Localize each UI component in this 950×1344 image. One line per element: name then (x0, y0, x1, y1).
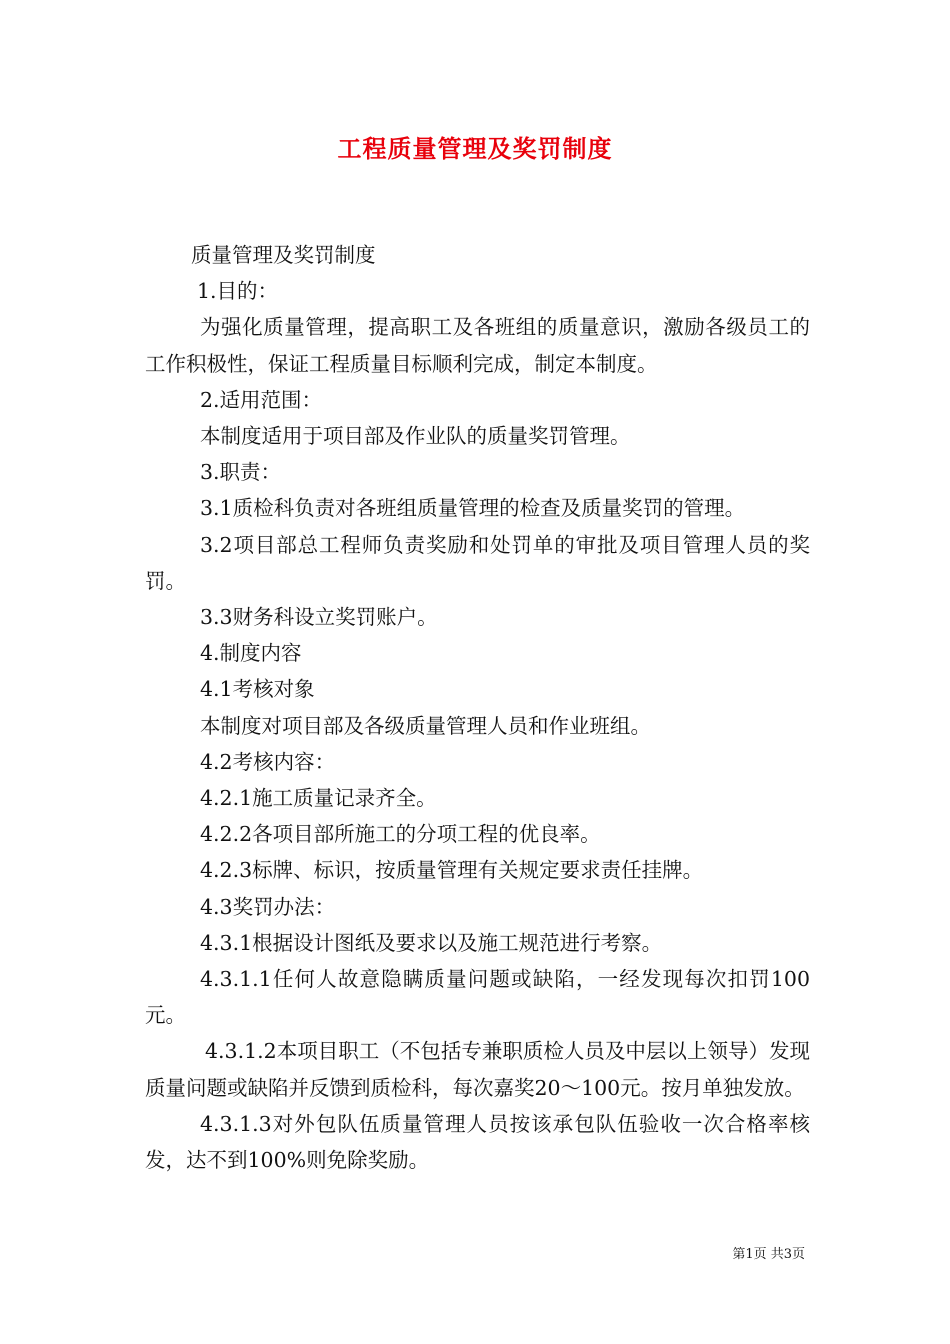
paragraph: 本制度适用于项目部及作业队的质量奖罚管理。 (200, 424, 631, 449)
paragraph: 为强化质量管理，提高职工及各班组的质量意识，激励各级员工的工作积极性，保证工程质量目标顺利完成，制定本制度。 (145, 315, 810, 376)
paragraph: 质量管理及奖罚制度 (191, 243, 376, 267)
paragraph: 本制度对项目部及各级质量管理人员和作业班组。 (200, 713, 651, 738)
paragraph: 3.1质检科负责对各班组质量管理的检查及质量奖罚的管理。 (200, 496, 746, 521)
paragraph: 4.3.1.3对外包队伍质量管理人员按该承包队伍验收一次合格率核发，达不到100%则免除奖励。 (145, 1111, 810, 1173)
paragraph: 4.1考核对象 (200, 677, 315, 702)
paragraph: 4.2.2各项目部所施工的分项工程的优良率。 (200, 822, 601, 847)
paragraph: 3.3财务科设立奖罚账户。 (200, 605, 438, 630)
paragraph: 4.3.1.1任何人故意隐瞒质量问题或缺陷，一经发现每次扣罚100元。 (145, 967, 810, 1028)
paragraph: 4.3奖罚办法： (200, 894, 336, 919)
document-body (145, 237, 810, 1178)
paragraph: 1.目的： (197, 279, 279, 304)
paragraph: 2.适用范围： (200, 387, 323, 412)
paragraph: 3.2项目部总工程师负责奖励和处罚单的审批及项目管理人员的奖罚。 (145, 532, 810, 593)
paragraph: 4.3.1根据设计图纸及要求以及施工规范进行考察。 (200, 930, 663, 955)
paragraph: 4.制度内容 (200, 641, 302, 666)
page-footer: 第1页 共3页 (732, 1247, 805, 1262)
document-title: 工程质量管理及奖罚制度 (337, 134, 613, 163)
paragraph: 4.2.1施工质量记录齐全。 (200, 786, 437, 811)
paragraph: 3.职责： (200, 460, 282, 485)
paragraph: 4.2考核内容： (200, 749, 336, 774)
paragraph: 4.3.1.2本项目职工（不包括专兼职质检人员及中层以上领导）发现质量问题或缺陷并反馈到质检科，每次嘉奖20～100元。按月单独发放。 (145, 1039, 810, 1100)
paragraph: 4.2.3标牌、标识，按质量管理有关规定要求责任挂牌。 (200, 858, 704, 883)
